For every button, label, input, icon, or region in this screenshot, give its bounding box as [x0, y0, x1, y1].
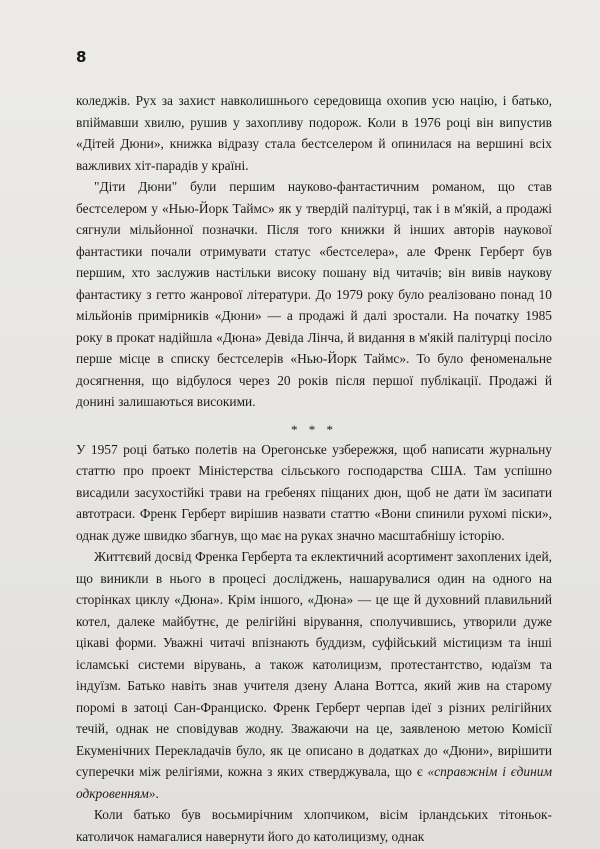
paragraph-5: Коли батько був восьмирічним хлопчиком, вісім ірландських тітоньок-католичок намагалися навернути його до католицизму, однак	[76, 807, 552, 844]
paragraph-4-text: Життєвий досвід Френка Герберта та еклектичний асортимент захоплених ідей, що виникли в нього в процесі досліджень, нашарувалися один на одного на сторінках циклу «Дюна». Крім іншого, «Дюна» — це ще й духовний плавильний котел, далеке майбутнє, де релігійні вірування, сполучившись, утворили дуже цікаві форми. Уважні читачі впізнають буддизм, суфійський містицизм та інші ісламські системи вірувань, а також католицизм, протестантство, юдаїзм та індуїзм. Батько навіть знав учителя дзену Алана Воттса, який жив на старому поромі в затоці Сан-Франциско. Френк Герберт черпав ідеї з різних релігійних течій, однак не сповідував жодну. Зважаючи на це, заявленою метою Комісії Екуменічних Перекладачів було, як це описано в додатках до «Дюни», вирішити суперечки між релігіями, кожна з яких стверджувала, що є	[76, 549, 552, 779]
paragraph-4-tail: .	[155, 785, 159, 801]
paragraph-1: коледжів. Рух за захист навколишнього середовища охопив усю націю, і батько, впіймавши хвилю, рушив у захопливу подорож. Коли в 1976 році він випустив «Дітей Дюни», книжка відразу стала бестселером й опинилася на вершині всіх важливих хіт-парадів у країні.	[76, 93, 552, 173]
paragraph-3: У 1957 році батько полетів на Орегонське узбережжя, щоб написати журнальну статтю про проект Міністерства сільського господарства США. Там успішно висадили засухостійкі трави на гребенях піщаних дюн, щоб не дати їм засипати автотраси. Френк Герберт вирішив назвати статтю «Вони спинили рухомі піски», однак дуже швидко збагнув, що має на руках значно масштабнішу історію.	[76, 441, 552, 543]
paragraph-4	[76, 546, 552, 804]
emphasis-quote: «справжнім і єдиним одкровенням»	[76, 764, 552, 801]
paragraph-2: "Діти Дюни" були першим науково-фантастичним романом, що став бестселером у «Нью-Йорк Таймс» як у твердій палітурці, так і в м'якій, а продажі сягнули мільйонної позначки. Після того книжки й інших авторів наукової фантастики почали отримувати статус «бестселера», але Френк Герберт був першим, хто заслужив настільки високу пошану від читачів; він вивів наукову фантастику з гетто жанрової літератури. До 1979 року було реалізовано понад 10 мільйонів примірників «Дюни» — а продажі й далі зростали. На початку 1985 року в прокат надійшла «Дюна» Девіда Лінча, й видання в м'якій палітурці посіло перше місце в списку бестселерів «Нью-Йорк Таймс». То було феноменальне досягнення, що відбулося через 20 років після першої публікації. Продажі й донині залишаються високими.	[76, 179, 552, 409]
section-separator: * * *	[291, 421, 337, 437]
page-number: 8	[76, 48, 87, 66]
body-text	[76, 90, 552, 847]
